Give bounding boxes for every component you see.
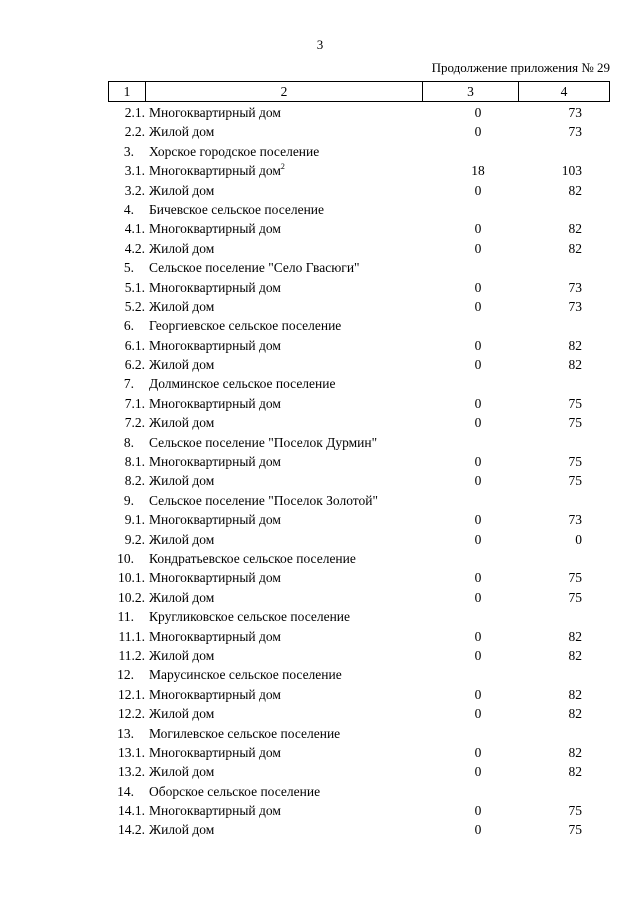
row-number: 13.2. (118, 764, 145, 780)
table-row (108, 471, 609, 490)
table-row (108, 219, 609, 238)
row-number: 12.2. (118, 706, 145, 722)
column-4-value: 82 (568, 240, 582, 256)
row-name (149, 200, 324, 219)
section-row (108, 549, 609, 568)
column-3-value: 0 (474, 803, 482, 819)
section-row (108, 433, 609, 452)
row-name-text: Сельское поселение "Село Гвасюги" (149, 260, 360, 276)
row-name-text: Многоквартирный дом (149, 221, 281, 237)
row-number: 4.1. (124, 221, 145, 237)
column-3-value: 0 (474, 105, 482, 120)
table-row (108, 743, 609, 762)
section-row (108, 316, 609, 335)
table-row (108, 568, 609, 587)
column-3-value: 0 (474, 415, 482, 431)
column-3-value: 0 (474, 686, 482, 702)
table-row (108, 181, 609, 200)
row-name (149, 394, 281, 413)
row-name-text: Жилой дом (149, 415, 215, 431)
column-3-value: 18 (471, 163, 485, 179)
table-row (108, 646, 609, 665)
column-4-value: 82 (568, 647, 582, 663)
row-name (149, 588, 214, 607)
column-header-4: 4 (519, 82, 610, 102)
row-name (149, 491, 378, 510)
column-4-value: 73 (568, 512, 582, 528)
row-name-text: Хорское городское поселение (149, 143, 320, 159)
row-name (149, 452, 281, 471)
row-name-text: Жилой дом (149, 647, 215, 663)
row-name-text: Многоквартирный дом (149, 570, 281, 586)
row-name (149, 743, 281, 762)
row-name-text: Жилой дом (149, 531, 215, 547)
column-3-value: 0 (474, 395, 482, 411)
row-number: 13. (117, 725, 134, 741)
row-name-text: Многоквартирный дом (149, 512, 281, 528)
row-number: 10.2. (118, 589, 145, 605)
column-3-value: 0 (474, 764, 482, 780)
table-row (108, 336, 609, 355)
table-row (108, 161, 609, 180)
column-4-value: 82 (568, 337, 582, 353)
column-3-value: 0 (474, 822, 482, 838)
page-number: 3 (316, 37, 324, 52)
row-name-text: Многоквартирный дом (149, 395, 281, 411)
row-number: 12.1. (118, 686, 145, 702)
column-4-value: 82 (568, 628, 582, 644)
column-4-value: 75 (568, 589, 582, 605)
row-name-text: Могилевское сельское поселение (149, 725, 341, 741)
row-name (149, 724, 340, 743)
row-name (149, 685, 281, 704)
column-4-value: 73 (568, 298, 582, 314)
row-name (149, 820, 214, 839)
column-4-value: 75 (568, 822, 582, 838)
row-number: 4. (123, 201, 134, 217)
row-name (149, 374, 335, 393)
row-name-text: Жилой дом (149, 706, 215, 722)
row-name-text: Многоквартирный дом (149, 454, 281, 470)
row-name-text: Кондратьевское сельское поселение (149, 550, 356, 566)
column-3-value: 0 (474, 512, 482, 528)
row-number: 8. (123, 434, 134, 450)
table-row (108, 685, 609, 704)
table-row (108, 801, 609, 820)
column-4-value: 82 (568, 686, 582, 702)
column-3-value: 0 (474, 279, 482, 295)
section-row (108, 374, 609, 393)
column-3-value: 0 (474, 454, 482, 470)
table-header (108, 81, 610, 102)
section-row (108, 607, 609, 626)
column-3-value: 0 (474, 744, 482, 760)
table-row (108, 239, 609, 258)
row-name-text: Жилой дом (149, 589, 215, 605)
table-row (108, 820, 609, 839)
row-name-text: Оборское сельское поселение (149, 783, 321, 799)
column-3-value: 0 (474, 628, 482, 644)
column-4-value: 82 (568, 357, 582, 373)
row-number: 14. (117, 783, 134, 799)
column-4-value: 75 (568, 570, 582, 586)
row-name (149, 762, 214, 781)
column-3-value: 0 (474, 570, 482, 586)
row-name (149, 258, 360, 277)
row-number: 6.2. (124, 357, 145, 373)
column-4-value: 75 (568, 454, 582, 470)
column-3-value: 0 (474, 706, 482, 722)
section-row (108, 142, 609, 161)
column-3-value: 0 (474, 531, 482, 547)
row-name (149, 607, 350, 626)
table-row (108, 122, 609, 141)
row-name-text: Долминское сельское поселение (149, 376, 336, 392)
column-header-2: 2 (146, 82, 423, 102)
row-name (149, 627, 281, 646)
column-3-value: 0 (474, 589, 482, 605)
row-number: 3.1. (124, 163, 145, 179)
row-name-text: Многоквартирный дом (149, 337, 281, 353)
row-number: 11.1. (118, 628, 145, 644)
column-3-value: 0 (474, 182, 482, 198)
row-number: 13.1. (118, 744, 145, 760)
section-row (108, 258, 609, 277)
column-4-value: 73 (568, 124, 582, 140)
section-row (108, 200, 609, 219)
row-name (149, 239, 214, 258)
row-name (149, 316, 341, 335)
row-name-text: Многоквартирный дом (149, 279, 281, 295)
table-row (108, 762, 609, 781)
row-name-text: Многоквартирный дом (149, 163, 281, 179)
column-4-value: 73 (568, 105, 582, 120)
row-number: 12. (117, 667, 134, 683)
table-row (108, 627, 609, 646)
column-4-value: 75 (568, 473, 582, 489)
row-name-text: Жилой дом (149, 182, 215, 198)
table-row (108, 452, 609, 471)
row-number: 11. (117, 609, 134, 625)
section-row (108, 782, 609, 801)
table-body (108, 103, 609, 840)
row-name-text: Марусинское сельское поселение (149, 667, 342, 683)
row-name (149, 801, 281, 820)
row-name-text: Многоквартирный дом (149, 744, 281, 760)
table-row (108, 704, 609, 723)
row-number: 9. (123, 492, 134, 508)
table-row (108, 297, 609, 316)
row-number: 6. (123, 318, 134, 334)
row-number: 7. (123, 376, 134, 392)
row-name (149, 103, 281, 122)
column-3-value: 0 (474, 298, 482, 314)
column-header-1: 1 (109, 82, 146, 102)
row-name (149, 278, 281, 297)
row-name-text: Многоквартирный дом (149, 803, 281, 819)
row-name-text: Сельское поселение "Поселок Дурмин" (149, 434, 378, 450)
table-row (108, 394, 609, 413)
column-3-value: 0 (474, 357, 482, 373)
section-row (108, 724, 609, 743)
continuation-title: Продолжение приложения № 29 (431, 60, 610, 75)
row-name (149, 568, 281, 587)
row-name (149, 782, 320, 801)
row-number: 8.1. (124, 454, 145, 470)
row-name (149, 704, 214, 723)
row-name (149, 355, 214, 374)
row-name-text: Жилой дом (149, 240, 215, 256)
column-3-value: 0 (474, 124, 482, 140)
row-name (149, 665, 342, 684)
row-name (149, 122, 214, 141)
row-number: 2.2. (124, 124, 145, 140)
footnote-marker: 2 (280, 162, 285, 172)
column-4-value: 82 (568, 221, 582, 237)
table-row (108, 588, 609, 607)
row-number: 9.2. (124, 531, 145, 547)
row-name-text: Кругликовское сельское поселение (149, 609, 351, 625)
row-name (149, 161, 285, 180)
column-4-value: 75 (568, 395, 582, 411)
column-4-value: 82 (568, 744, 582, 760)
table-row (108, 530, 609, 549)
column-3-value: 0 (474, 473, 482, 489)
row-name (149, 646, 214, 665)
row-name-text: Жилой дом (149, 764, 215, 780)
row-name (149, 413, 214, 432)
column-3-value: 0 (474, 240, 482, 256)
row-name-text: Многоквартирный дом (149, 686, 281, 702)
row-number: 5.2. (124, 298, 145, 314)
row-number: 5. (123, 260, 134, 276)
row-name (149, 530, 214, 549)
row-number: 2.1. (124, 105, 145, 120)
column-4-value: 82 (568, 182, 582, 198)
table-row (108, 355, 609, 374)
row-number: 10. (117, 550, 134, 566)
column-3-value: 0 (474, 647, 482, 663)
column-4-value: 82 (568, 764, 582, 780)
row-number: 9.1. (124, 512, 145, 528)
column-3-value: 0 (474, 337, 482, 353)
column-4-value: 82 (568, 706, 582, 722)
row-number: 8.2. (124, 473, 145, 489)
table-row (108, 278, 609, 297)
column-4-value: 73 (568, 279, 582, 295)
row-name (149, 510, 281, 529)
section-row (108, 491, 609, 510)
row-number: 5.1. (124, 279, 145, 295)
row-number: 7.2. (124, 415, 145, 431)
row-number: 7.1. (124, 395, 145, 411)
row-name-text: Бичевское сельское поселение (149, 201, 325, 217)
row-number: 11.2. (118, 647, 145, 663)
column-3-value: 0 (474, 221, 482, 237)
row-name-text: Жилой дом (149, 357, 215, 373)
row-number: 6.1. (124, 337, 145, 353)
column-header-3: 3 (423, 82, 519, 102)
row-name-text: Жилой дом (149, 473, 215, 489)
table-row (108, 103, 609, 122)
row-name (149, 471, 214, 490)
row-number: 14.2. (118, 822, 145, 838)
row-name-text: Жилой дом (149, 298, 215, 314)
row-number: 14.1. (118, 803, 145, 819)
row-number: 10.1. (118, 570, 145, 586)
row-number: 3. (123, 143, 134, 159)
column-4-value: 75 (568, 415, 582, 431)
row-name-text: Жилой дом (149, 124, 215, 140)
row-name-text: Многоквартирный дом (149, 105, 281, 120)
row-number: 4.2. (124, 240, 145, 256)
row-name (149, 433, 377, 452)
column-4-value: 0 (575, 531, 582, 547)
column-4-value: 75 (568, 803, 582, 819)
row-name (149, 549, 356, 568)
row-name (149, 336, 281, 355)
row-name-text: Сельское поселение "Поселок Золотой" (149, 492, 378, 508)
section-row (108, 665, 609, 684)
table-row (108, 413, 609, 432)
row-name (149, 219, 281, 238)
table-row (108, 510, 609, 529)
row-name-text: Георгиевское сельское поселение (149, 318, 342, 334)
row-name (149, 297, 214, 316)
row-name (149, 142, 319, 161)
row-name (149, 181, 214, 200)
row-number: 3.2. (124, 182, 145, 198)
column-4-value: 103 (561, 163, 582, 179)
row-name-text: Многоквартирный дом (149, 628, 281, 644)
row-name-text: Жилой дом (149, 822, 215, 838)
